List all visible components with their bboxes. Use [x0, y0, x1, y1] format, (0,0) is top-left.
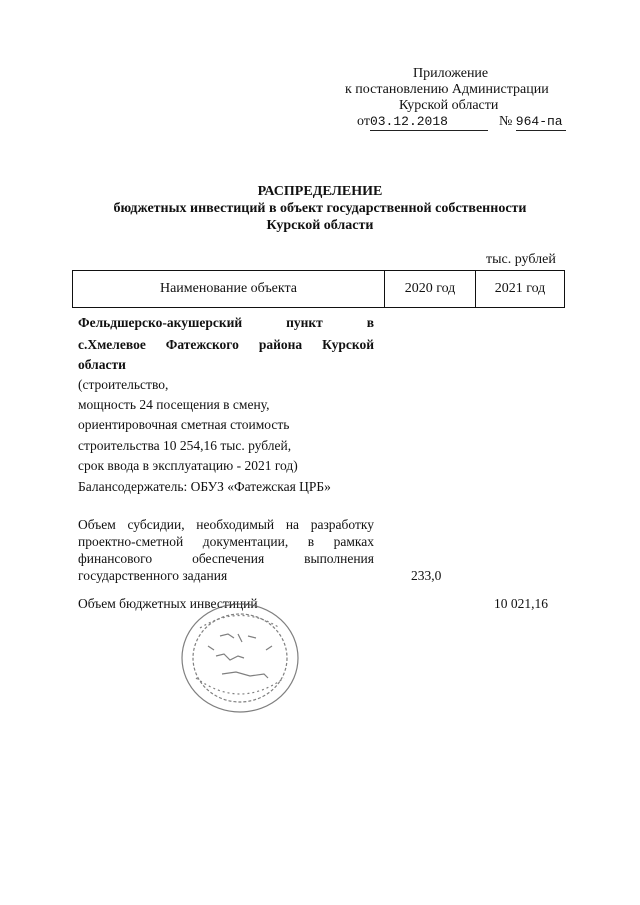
- official-stamp: [178, 598, 303, 716]
- document-subtitle-region: Курской области: [266, 218, 374, 233]
- object-name-part: Фельдшерско-акушерский: [78, 315, 243, 330]
- subsidy-word: выполнения: [304, 551, 374, 566]
- object-detail: мощность 24 посещения в смену,: [78, 397, 270, 412]
- document-subtitle: бюджетных инвестиций в объект государственной собственности: [113, 201, 527, 216]
- investment-label: Объем бюджетных инвестиций: [78, 596, 258, 611]
- object-detail: срок ввода в эксплуатацию - 2021 год): [78, 458, 298, 473]
- subsidy-value-2020: 233,0: [411, 568, 442, 583]
- budget-table-header: [72, 270, 565, 308]
- object-name-part: пункт: [286, 315, 323, 330]
- investment-value-2021: 10 021,16: [494, 596, 548, 611]
- resolution-number: 964-па: [516, 114, 566, 131]
- number-label: №: [498, 114, 513, 129]
- resolution-date: 03.12.2018: [370, 114, 488, 131]
- object-detail: ориентировочная сметная стоимость: [78, 417, 290, 432]
- appendix-region: Курской области: [399, 98, 499, 113]
- object-detail: строительства 10 254,16 тыс. рублей,: [78, 438, 292, 453]
- object-name-line2: с.Хмелевое Фатежского района Курской: [78, 337, 374, 352]
- appendix-label: Приложение: [413, 66, 489, 81]
- appendix-resolution: к постановлению Администрации: [345, 82, 549, 97]
- subsidy-line1: Объем субсидии, необходимый на разработку: [78, 517, 374, 532]
- balance-holder: Балансодержатель: ОБУЗ «Фатежская ЦРБ»: [78, 479, 331, 494]
- subsidy-word: финансового: [78, 551, 153, 566]
- object-name-line1: [78, 313, 374, 332]
- from-label: от: [357, 114, 370, 129]
- object-detail: (строительство,: [78, 377, 169, 392]
- column-header-object: Наименование объекта: [73, 271, 385, 308]
- column-header-2021: 2021 год: [476, 271, 565, 308]
- object-name-part: в: [366, 315, 375, 330]
- object-name-line3: области: [78, 357, 126, 372]
- column-header-2020: 2020 год: [385, 271, 476, 308]
- subsidy-word: обеспечения: [192, 551, 265, 566]
- subsidy-line4: государственного задания: [78, 568, 228, 583]
- subsidy-line2: проектно-сметной документации, в рамках: [78, 534, 374, 549]
- appendix-date-line: [357, 114, 566, 131]
- units-label: тыс. рублей: [486, 252, 556, 267]
- document-title: РАСПРЕДЕЛЕНИЕ: [257, 184, 383, 199]
